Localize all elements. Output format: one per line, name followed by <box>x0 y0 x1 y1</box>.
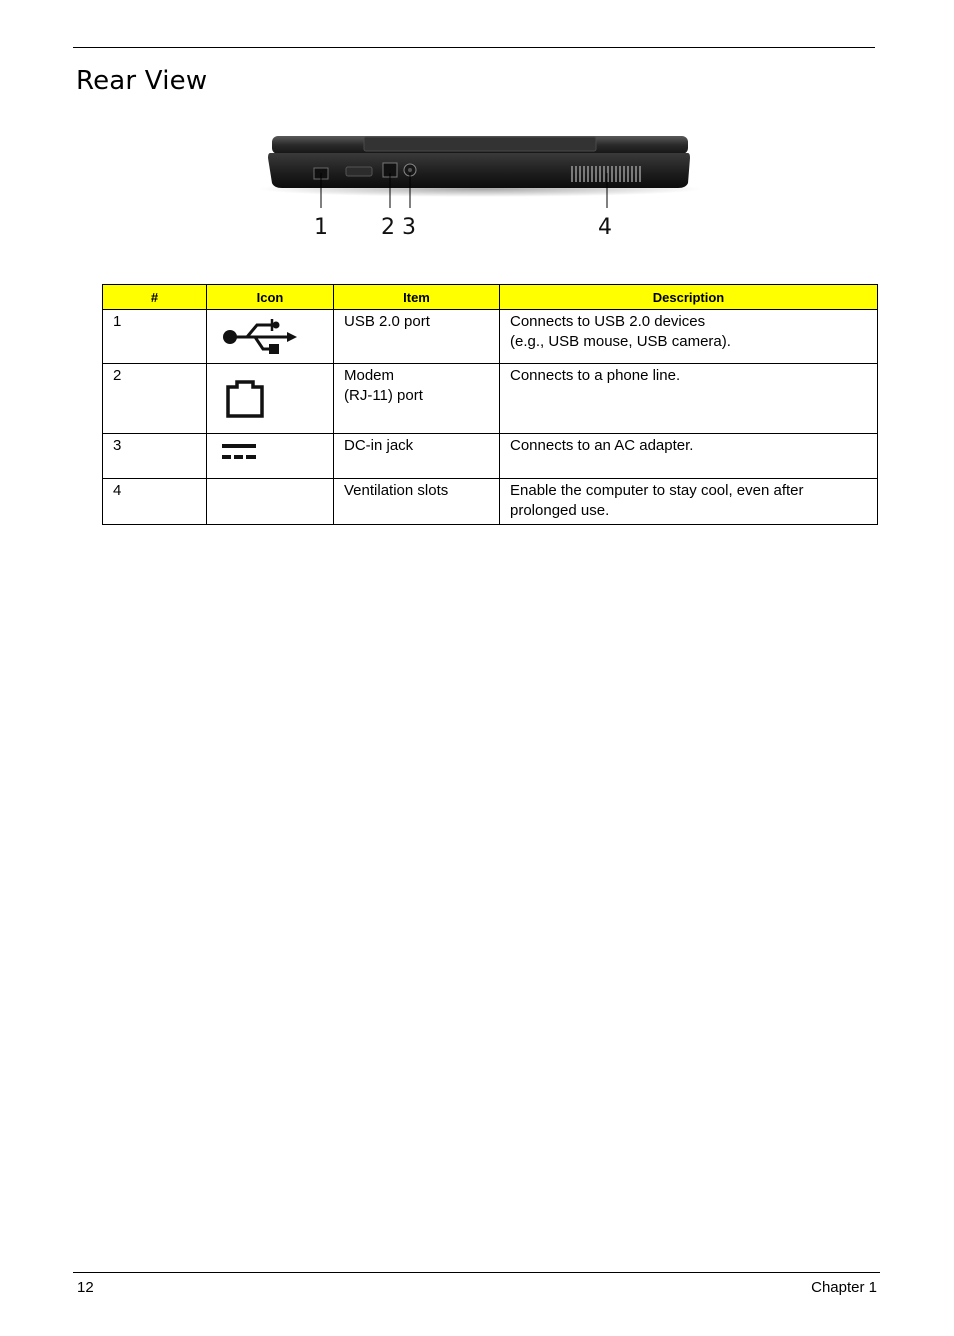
header-icon: Icon <box>207 285 334 310</box>
modem-rj11-icon <box>225 379 265 425</box>
row-item <box>334 310 500 364</box>
dc-in-icon <box>221 442 257 470</box>
top-rule <box>73 47 875 48</box>
row-num: 1 <box>103 310 207 364</box>
row-description <box>500 434 878 479</box>
table-row <box>103 434 878 479</box>
row-num: 4 <box>103 479 207 525</box>
page-title: Rear View <box>76 66 208 96</box>
description-line: Connects to a phone line. <box>510 367 681 384</box>
header-item: Item <box>334 285 500 310</box>
row-description <box>500 479 878 525</box>
description-line: Enable the computer to stay cool, even after prolonged use. <box>510 482 804 519</box>
item-line: DC-in jack <box>344 437 414 454</box>
bottom-rule <box>73 1272 880 1273</box>
laptop-base <box>268 153 690 188</box>
callout-3: 3 <box>402 215 416 240</box>
table-row <box>103 310 878 364</box>
header-num: # <box>103 285 207 310</box>
item-line: Modem <box>344 367 395 384</box>
rear-view-table <box>102 284 878 525</box>
row-description <box>500 364 878 434</box>
callout-1: 1 <box>314 215 328 240</box>
table-row <box>103 479 878 525</box>
row-icon-cell <box>207 364 334 434</box>
row-item <box>334 434 500 479</box>
row-description <box>500 310 878 364</box>
hinge-bar <box>364 137 596 151</box>
item-line: USB 2.0 port <box>344 313 430 330</box>
rear-view-figure <box>258 128 708 244</box>
row-icon-cell <box>207 479 334 525</box>
description-line: (e.g., USB mouse, USB camera). <box>510 332 731 350</box>
header-description: Description <box>500 285 878 310</box>
row-icon-cell <box>207 434 334 479</box>
laptop-rear-illustration <box>258 128 708 244</box>
rear-panel-cover <box>346 167 372 176</box>
description-line: Connects to USB 2.0 devices <box>510 313 706 330</box>
page-number: 12 <box>77 1279 94 1296</box>
usb-icon <box>221 319 297 361</box>
row-item <box>334 364 500 434</box>
description-line: Connects to an AC adapter. <box>510 437 694 454</box>
chapter-label: Chapter 1 <box>811 1279 877 1296</box>
row-num: 2 <box>103 364 207 434</box>
item-line: Ventilation slots <box>344 482 449 499</box>
table-row <box>103 364 878 434</box>
item-line: (RJ-11) port <box>344 386 423 404</box>
table-header-row <box>103 285 878 310</box>
callout-4: 4 <box>598 215 612 240</box>
callout-2: 2 <box>381 215 395 240</box>
row-item <box>334 479 500 525</box>
dc-in-pin <box>408 168 412 172</box>
row-num: 3 <box>103 434 207 479</box>
row-icon-cell <box>207 310 334 364</box>
